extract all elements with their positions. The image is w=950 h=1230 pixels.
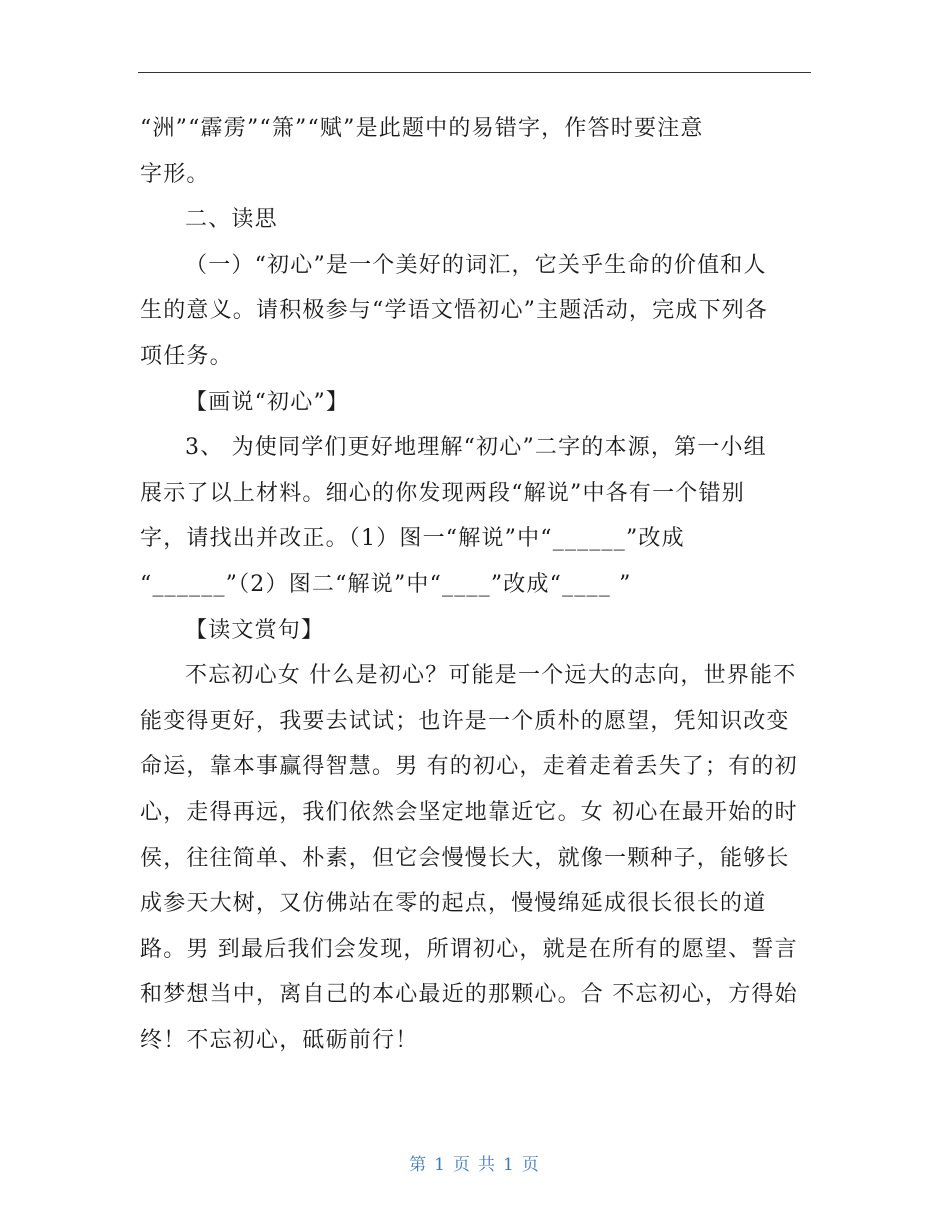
body-line: 侯，往往简单、朴素，但它会慢慢长大，就像一颗种子，能够长	[140, 845, 790, 871]
question-line: 字，请找出并改正。（1）图一“解说”中“______”改成	[140, 526, 685, 552]
page-footer	[0, 1150, 950, 1175]
question-line: 3、 为使同学们更好地理解“初心”二字的本源，第一小组	[185, 435, 767, 461]
body-line: 不忘初心女 什么是初心？可能是一个远大的志向，世界能不	[185, 663, 797, 689]
footer-total-number: 1	[503, 1155, 516, 1175]
footer-page-mid: 页	[453, 1155, 472, 1175]
question-line: 展示了以上材料。细心的你发现两段“解说”中各有一个错别	[140, 480, 745, 506]
document-body	[140, 106, 810, 1063]
question-line: “______”（2）图二“解说”中“____”改成“____ ”	[140, 571, 632, 597]
section-heading: 二、读思	[185, 207, 278, 233]
body-line: 心，走得再远，我们依然会坚定地靠近它。女 初心在最开始的时	[140, 799, 798, 825]
header-rule	[138, 72, 811, 73]
body-line: 字形。	[140, 161, 210, 187]
body-line: “洲”“霹雳”“箫”“赋”是此题中的易错字，作答时要注意	[140, 116, 704, 141]
footer-page-pre: 第	[409, 1155, 429, 1175]
footer-page-post: 页	[521, 1155, 541, 1175]
body-line: 项任务。	[140, 343, 233, 369]
body-line: 终！不忘初心，砥砺前行！	[140, 1027, 419, 1053]
body-line: （一）“初心”是一个美好的词汇，它关乎生命的价值和人	[185, 252, 767, 278]
body-line: 生的意义。请积极参与“学语文悟初心”主题活动，完成下列各	[140, 298, 769, 324]
subsection-heading: 【读文赏句】	[185, 617, 325, 643]
footer-page-number: 1	[434, 1155, 447, 1175]
body-line: 和梦想当中，离自己的本心最近的那颗心。合 不忘初心，方得始	[140, 982, 798, 1008]
body-line: 命运，靠本事赢得智慧。男 有的初心，走着走着丢失了；有的初	[140, 754, 798, 780]
body-line: 路。男 到最后我们会发现，所谓初心，就是在所有的愿望、誓言	[140, 936, 798, 962]
body-line: 能变得更好，我要去试试；也许是一个质朴的愿望，凭知识改变	[140, 708, 790, 734]
subsection-heading: 【画说“初心”】	[185, 389, 350, 415]
body-line: 成参天大树，又仿佛站在零的起点，慢慢绵延成很长很长的道	[140, 891, 767, 917]
footer-total-label: 共	[478, 1155, 497, 1175]
